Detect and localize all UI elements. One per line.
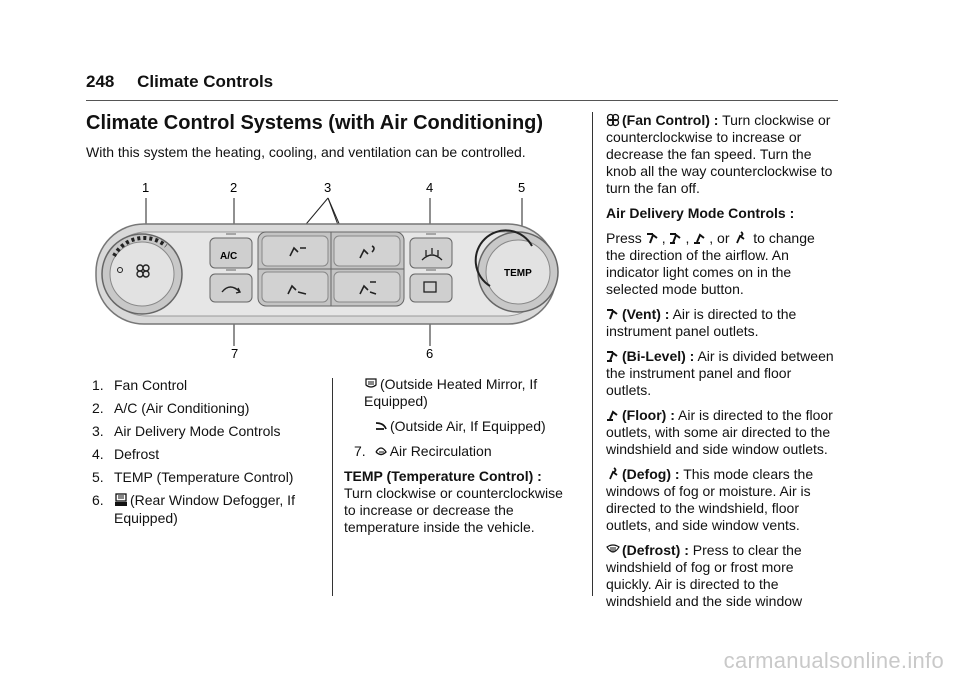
callout-2: 2 <box>230 180 238 195</box>
watermark: carmanualsonline.info <box>723 648 944 673</box>
defrost-button[interactable] <box>410 234 452 268</box>
callout-4: 4 <box>426 180 434 195</box>
air-delivery-heading: Air Delivery Mode Controls : <box>606 205 795 221</box>
callout-3: 3 <box>324 180 332 195</box>
column-2 <box>344 376 576 536</box>
recirculation-button[interactable] <box>210 270 252 302</box>
vent-mode-button[interactable] <box>262 236 328 266</box>
defog-description: (Defog) : This mode clears the windows of fog or moisture. Air is directed to the windshield, floor outlets, and side window vents. <box>606 466 814 533</box>
recirculation-icon <box>374 444 388 458</box>
page-title: Climate Control Systems (with Air Conditioning) <box>86 112 544 134</box>
defog-mode-button[interactable] <box>334 236 400 266</box>
vent-mode-icon <box>646 231 660 245</box>
list-item: 6. (Rear Window Defogger, If Equipped) <box>92 492 295 526</box>
rear-defog-icon <box>114 493 128 507</box>
heated-mirror-icon <box>364 377 378 391</box>
list-item: 4. Defrost <box>92 446 160 462</box>
vent-description: (Vent) : Air is directed to the instrument panel outlets. <box>606 306 797 339</box>
fan-control-knob[interactable] <box>102 234 182 314</box>
recirculation-item: 7. Air Recirculation <box>354 443 492 459</box>
bilevel-mode-button[interactable] <box>334 272 400 302</box>
fan-icon <box>606 113 620 127</box>
section-title: Climate Controls <box>137 72 274 91</box>
column-3 <box>606 112 838 618</box>
temp-knob-label: TEMP <box>504 268 532 279</box>
list-item: 5. TEMP (Temperature Control) <box>92 469 294 485</box>
list-item: 3. Air Delivery Mode Controls <box>92 423 281 439</box>
header-rule <box>86 100 838 101</box>
ac-button-label: A/C <box>220 251 238 262</box>
bilevel-description: (Bi-Level) : Air is divided between the instrument panel and floor outlets. <box>606 348 834 398</box>
callout-5: 5 <box>518 180 526 195</box>
callout-7: 7 <box>231 346 239 361</box>
callout-1: 1 <box>142 180 150 195</box>
list-item: 2. A/C (Air Conditioning) <box>92 400 250 416</box>
mirror-item: (Outside Heated Mirror, If Equipped) <box>364 376 538 409</box>
legend-list <box>92 376 320 532</box>
page-header <box>86 72 273 92</box>
vent-mode-icon <box>606 307 620 321</box>
temp-description: TEMP (Temperature Control) : Turn clockwise or counterclockwise to increase or decrease the temperature inside the vehicle. <box>344 468 563 535</box>
floor-mode-icon <box>606 408 620 422</box>
defrost-description: (Defrost) : Press to clear the windshield of fog or frost more quickly. Air is directed to the windshield and the side window <box>606 542 803 609</box>
column-divider <box>592 112 593 596</box>
defog-mode-icon <box>733 231 747 245</box>
page-number: 248 <box>86 72 115 91</box>
list-item: 1. Fan Control <box>92 377 188 393</box>
rear-defog-button[interactable] <box>410 270 452 302</box>
bilevel-mode-icon <box>606 349 620 363</box>
outside-air-icon <box>374 419 388 433</box>
air-delivery-description: Press , , , or to change the direction of the airflow. An indicator light comes on in the selected mode button. <box>606 230 815 297</box>
control-panel-diagram <box>86 176 566 366</box>
fan-control-description: (Fan Control) : Turn clockwise or counterclockwise to increase or decrease the fan speed. Turn the knob all the way counterclockwise to turn the fan off. <box>606 112 833 196</box>
bilevel-mode-icon <box>669 231 683 245</box>
defrost-icon <box>606 543 620 557</box>
defog-mode-icon <box>606 467 620 481</box>
intro-text: With this system the heating, cooling, and ventilation can be controlled. <box>86 144 526 160</box>
floor-mode-icon <box>693 231 707 245</box>
ac-button[interactable] <box>210 234 252 268</box>
outside-air-item: (Outside Air, If Equipped) <box>344 418 576 435</box>
floor-description: (Floor) : Air is directed to the floor outlets, with some air directed to the windshield and side window outlets. <box>606 407 833 457</box>
column-divider <box>332 378 333 596</box>
callout-6: 6 <box>426 346 434 361</box>
floor-mode-button[interactable] <box>262 272 328 302</box>
